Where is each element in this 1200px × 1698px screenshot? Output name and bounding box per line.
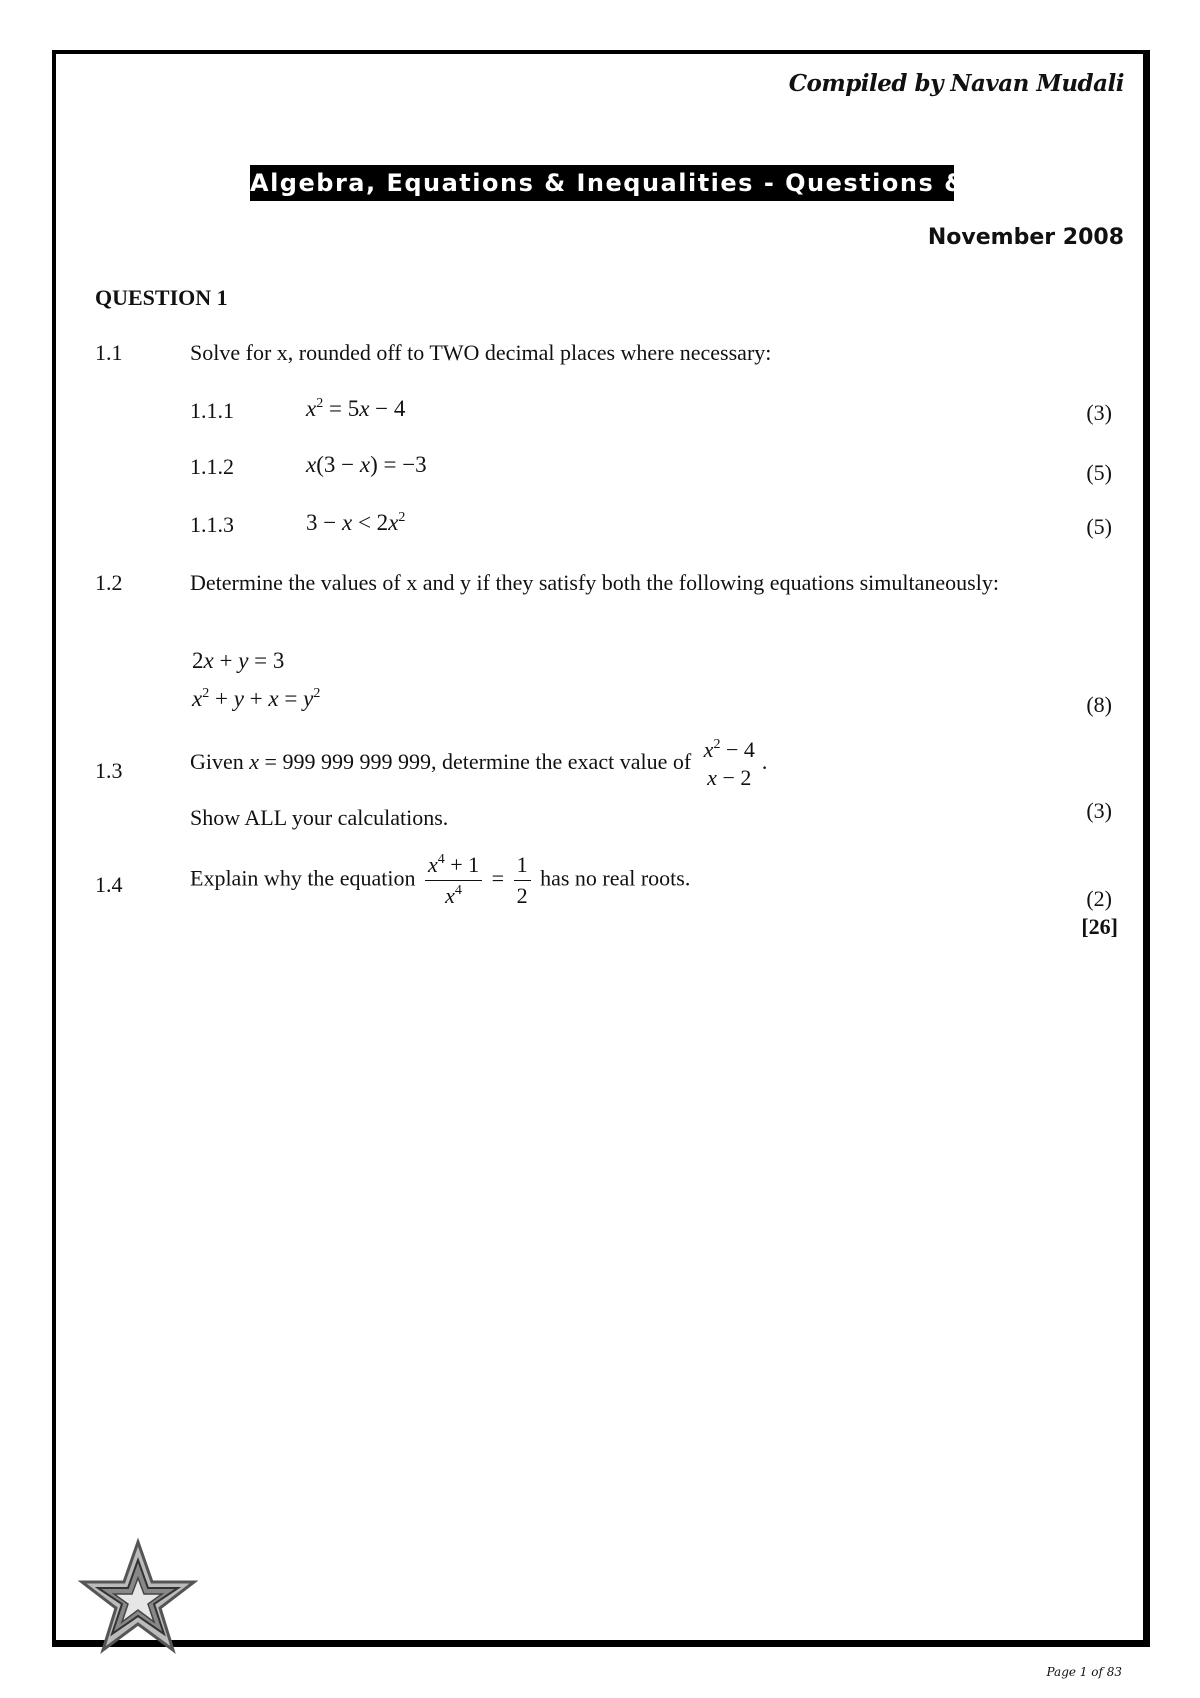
- q1-1-3-number: 1.1.3: [190, 512, 234, 537]
- q1-3-text-2: Show ALL your calculations.: [190, 805, 449, 830]
- q1-3-fraction: $x^2 - 4$ x − 2: [703, 737, 755, 790]
- q1-1-2-mark: (5): [1086, 460, 1112, 485]
- compiled-by: Compiled by Navan Mudali: [788, 70, 1124, 97]
- q1-4-text: Explain why the equation $\frac{x^4 + 1}{x^4}$ = $\frac{1}{2}$ has no real roots.: [190, 852, 691, 908]
- q1-4-text-before: Explain why the equation: [190, 865, 416, 891]
- star-logo-icon: [78, 1538, 198, 1658]
- q1-4-fraction-left: $\frac{x^4 + 1}{x^4}$: [425, 852, 482, 909]
- q1-4-fraction-right: $\frac{1}{2}$: [514, 852, 531, 909]
- q1-1-3-mark: (5): [1086, 514, 1112, 539]
- q1-3-text: Given x = 999 999 999 999, determine the exact value of $x^2 - 4$ x − 2 .: [190, 737, 768, 790]
- q1-2-equation-2: $x^2 + y + x = y^2$: [192, 686, 321, 711]
- question-heading: QUESTION 1: [95, 285, 228, 310]
- q1-1-1-number: 1.1.1: [190, 398, 234, 423]
- q1-4-number: 1.4: [95, 872, 123, 897]
- q1-2-number: 1.2: [95, 570, 123, 595]
- q1-4-text-after: has no real roots.: [540, 865, 691, 891]
- q1-1-number: 1.1: [95, 340, 123, 365]
- q1-1-text: Solve for x, rounded off to TWO decimal places where necessary:: [190, 340, 772, 365]
- q1-3-number: 1.3: [95, 758, 123, 783]
- q1-1-2-number: 1.1.2: [190, 454, 234, 479]
- exam-date: November 2008: [927, 225, 1124, 250]
- q1-3-text-before: Given: [190, 749, 244, 775]
- page-number: Page 1 of 83: [1046, 1665, 1122, 1679]
- page-title: Algebra, Equations & Inequalities - Questions & Solutions: [250, 165, 954, 201]
- q1-1-1-mark: (3): [1086, 400, 1112, 425]
- q1-2-equation-1: 2x + y = 3: [192, 648, 285, 673]
- q1-3-text-after: , determine the exact value of: [430, 749, 692, 775]
- q1-1-1-equation: $x^2 = 5x - 4$: [306, 396, 406, 421]
- q1-4-mark: (2): [1086, 886, 1112, 911]
- q1-3-value: 999 999 999 999: [282, 749, 431, 775]
- q1-3-mark: (3): [1086, 798, 1112, 823]
- q1-2-mark: (8): [1086, 692, 1112, 717]
- q1-1-2-equation: x(3 − x) = −3: [306, 452, 427, 477]
- q1-2-text: Determine the values of x and y if they satisfy both the following equations simultaneously:: [190, 570, 999, 595]
- q1-1-3-inequality: $3 - x < 2x^2$: [306, 510, 406, 535]
- question-total: [26]: [1081, 914, 1118, 939]
